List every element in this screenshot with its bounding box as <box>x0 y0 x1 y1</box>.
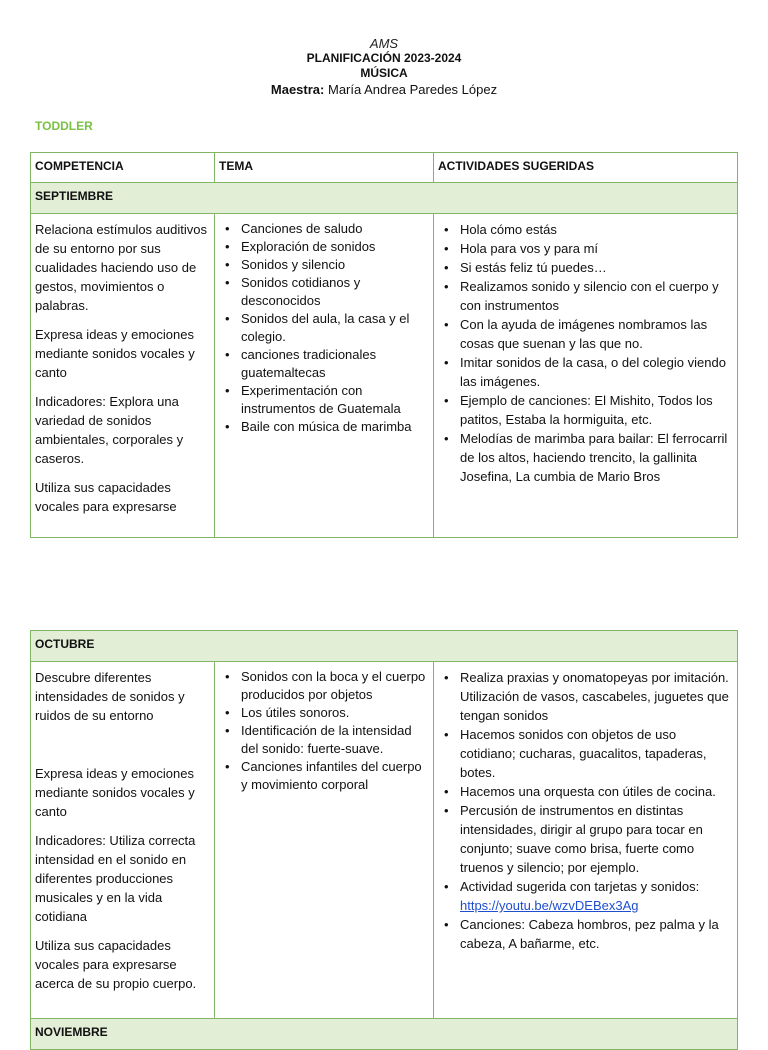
month-label: SEPTIEMBRE <box>31 183 738 214</box>
list-item: • Identificación de la intensidad del sonido: fuerte-suave. <box>219 722 429 758</box>
list-item: • Experimentación con instrumentos de Guatemala <box>219 382 429 418</box>
list-item: • Hola para vos y para mí <box>438 239 733 258</box>
content-row-septiembre <box>31 214 738 538</box>
teacher-label: Maestra: <box>270 82 325 97</box>
teacher-line <box>0 81 768 98</box>
list-item: • Sonidos del aula, la casa y el colegio. <box>219 310 429 346</box>
teacher-name: María Andrea Paredes López <box>327 82 498 97</box>
list-item: • Con la ayuda de imágenes nombramos las cosas que suenan y las que no. <box>438 315 733 353</box>
competencia-text: Expresa ideas y emociones mediante sonidos vocales y canto <box>35 766 195 819</box>
list-item: • Ejemplo de canciones: El Mishito, Todos los patitos, Estaba la hormiguita, etc. <box>438 391 733 429</box>
list-item: • Imitar sonidos de la casa, o del colegio viendo las imágenes. <box>438 353 733 391</box>
list-item: • Melodías de marimba para bailar: El ferrocarril de los altos, haciendo trencito, la gallinita Josefina, La cumbia de Mario Bros <box>438 429 733 486</box>
column-header-actividades: ACTIVIDADES SUGERIDAS <box>434 153 738 183</box>
list-item: • Realiza praxias y onomatopeyas por imitación. Utilización de vasos, cascabeles, juguetes que tengan sonidos <box>438 668 733 725</box>
activity-text: Actividad sugerida con tarjetas y sonidos: <box>460 879 700 894</box>
list-item: • Sonidos cotidianos y desconocidos <box>219 274 429 310</box>
plan-table-second <box>30 630 738 1050</box>
level-heading: TODDLER <box>35 119 93 133</box>
youtube-link[interactable]: https://youtu.be/wzvDEBex3Ag <box>460 898 639 913</box>
tema-cell <box>215 214 434 538</box>
competencia-indicadores: Indicadores: Utiliza correcta intensidad en el sonido en diferentes producciones musicales y en la vida cotidiana <box>35 833 196 924</box>
column-header-competencia: COMPETENCIA <box>31 153 215 183</box>
competencia-text: Expresa ideas y emociones mediante sonidos vocales y canto <box>35 327 195 380</box>
month-label: NOVIEMBRE <box>31 1019 738 1050</box>
competencia-cell <box>31 214 215 538</box>
list-item: • Los útiles sonoros. <box>219 704 429 722</box>
subject-title: MÚSICA <box>360 66 408 80</box>
list-item: • canciones tradicionales guatemaltecas <box>219 346 429 382</box>
list-item: • Si estás feliz tú puedes… <box>438 258 733 277</box>
tema-list <box>219 668 429 794</box>
list-item: • Sonidos y silencio <box>219 256 429 274</box>
column-header-tema: TEMA <box>215 153 434 183</box>
list-item: • Percusión de instrumentos en distintas intensidades, dirigir al grupo para tocar en conjunto; suave como brisa, fuerte como truenos y silencio; por ejemplo. <box>438 801 733 877</box>
list-item: • Sonidos con la boca y el cuerpo producidos por objetos <box>219 668 429 704</box>
month-row-noviembre <box>31 1019 738 1050</box>
list-item: • Canciones de saludo <box>219 220 429 238</box>
list-item: • Hacemos sonidos con objetos de uso cotidiano; cucharas, guacalitos, tapaderas, botes. <box>438 725 733 782</box>
list-item: • Canciones: Cabeza hombros, pez palma y la cabeza, A bañarme, etc. <box>438 915 733 953</box>
content-row-octubre <box>31 662 738 1019</box>
month-label: OCTUBRE <box>31 631 738 662</box>
actividades-list <box>438 668 733 953</box>
list-item: • Hacemos una orquesta con útiles de cocina. <box>438 782 733 801</box>
competencia-indicadores: Indicadores: Explora una variedad de sonidos ambientales, corporales y caseros. <box>35 394 184 466</box>
competencia-text: Relaciona estímulos auditivos de su entorno por sus cualidades haciendo uso de gestos, movimientos o palabras. <box>35 222 207 313</box>
month-row-septiembre <box>31 183 738 214</box>
list-item: • Realizamos sonido y silencio con el cuerpo y con instrumentos <box>438 277 733 315</box>
competencia-cell <box>31 662 215 1019</box>
column-header-row <box>31 153 738 183</box>
document-header <box>0 36 768 98</box>
school-initials: AMS <box>369 36 399 51</box>
list-item: • Canciones infantiles del cuerpo y movimiento corporal <box>219 758 429 794</box>
list-item: • Baile con música de marimba <box>219 418 429 436</box>
tema-cell <box>215 662 434 1019</box>
month-row-octubre <box>31 631 738 662</box>
actividades-cell <box>434 662 738 1019</box>
tema-list <box>219 220 429 436</box>
competencia-text: Descubre diferentes intensidades de sonidos y ruidos de su entorno <box>35 670 185 723</box>
list-item: • Hola cómo estás <box>438 220 733 239</box>
competencia-text: Utiliza sus capacidades vocales para expresarse acerca de su propio cuerpo. <box>35 938 197 991</box>
competencia-text: Utiliza sus capacidades vocales para expresarse <box>35 480 177 514</box>
document-title: PLANIFICACIÓN 2023-2024 <box>306 51 462 65</box>
list-item: • Exploración de sonidos <box>219 238 429 256</box>
actividades-cell <box>434 214 738 538</box>
plan-table-first <box>30 152 738 538</box>
actividades-list <box>438 220 733 486</box>
list-item <box>438 877 733 915</box>
